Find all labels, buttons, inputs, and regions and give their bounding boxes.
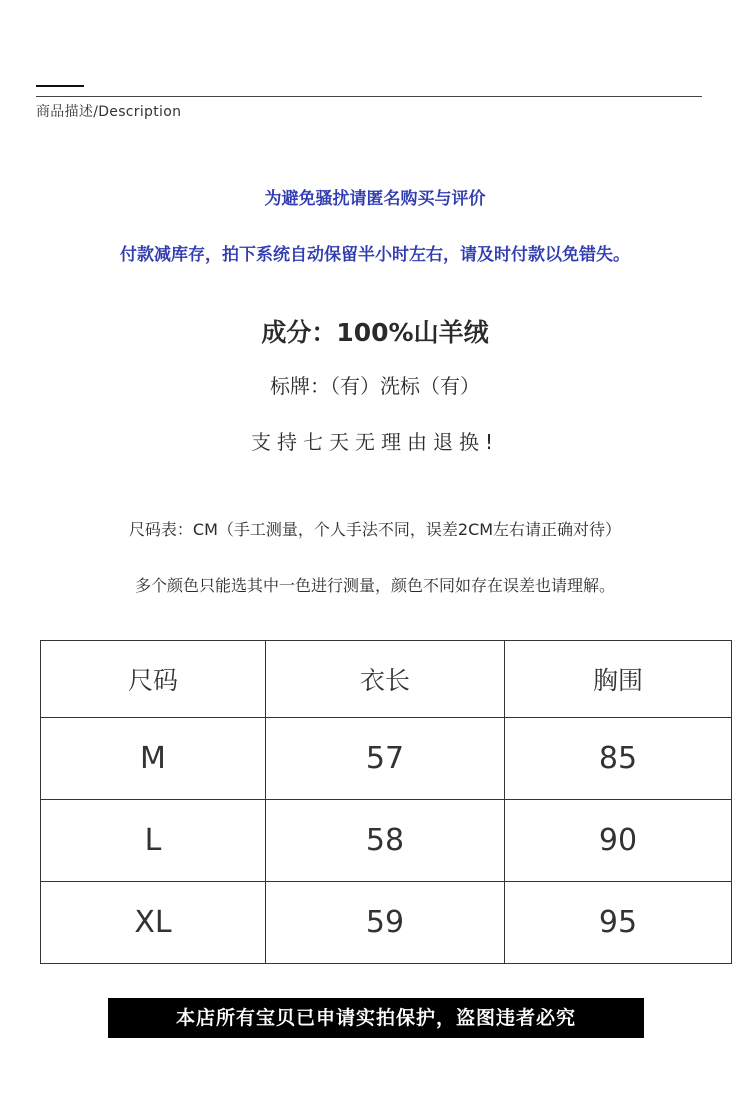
table-row (41, 882, 732, 964)
size-cell: XL (41, 882, 266, 964)
table-header-row (41, 641, 732, 718)
chest-cell: 90 (505, 800, 732, 882)
chest-cell: 85 (505, 718, 732, 800)
table-row (41, 800, 732, 882)
header-accent-line (36, 85, 84, 87)
chest-cell: 95 (505, 882, 732, 964)
size-cell: M (41, 718, 266, 800)
size-cell: L (41, 800, 266, 882)
size-chart-table (40, 640, 732, 964)
length-cell: 59 (266, 882, 505, 964)
table-row (41, 718, 732, 800)
size-measure-note: 尺码表：CM（手工测量，个人手法不同，误差2CM左右请正确对待） (128, 520, 622, 539)
header-cell-chest: 胸围 (505, 641, 732, 718)
size-color-note: 多个颜色只能选其中一色进行测量，颜色不同如存在误差也请理解。 (134, 576, 615, 595)
payment-notice: 付款减库存，拍下系统自动保留半小时左右，请及时付款以免错失。 (120, 245, 630, 265)
labels-text: 标牌：（有）洗标（有） (270, 374, 480, 398)
length-cell: 58 (266, 800, 505, 882)
returns-policy-text: 支持七天无理由退换! (250, 430, 500, 454)
header-divider (36, 96, 702, 97)
anonymous-notice: 为避免骚扰请匿名购买与评价 (264, 189, 486, 209)
section-title: 商品描述/Description (36, 104, 182, 120)
length-cell: 57 (266, 718, 505, 800)
composition-text: 成分：100%山羊绒 (261, 318, 489, 347)
copyright-banner: 本店所有宝贝已申请实拍保护，盗图违者必究 (108, 998, 644, 1038)
header-cell-size: 尺码 (41, 641, 266, 718)
header-cell-length: 衣长 (266, 641, 505, 718)
